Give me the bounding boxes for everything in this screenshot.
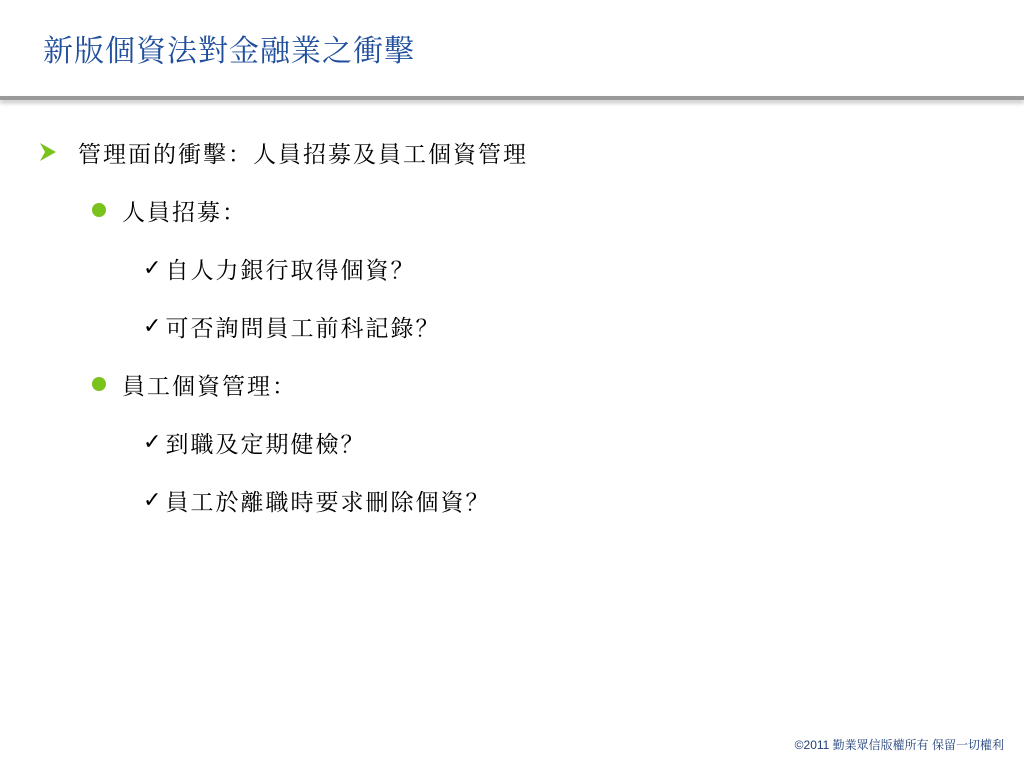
bullet-recruit: [92, 194, 247, 226]
bullet-recruit-text: 人員招募：: [122, 199, 247, 226]
green-dot-icon: [92, 377, 106, 391]
bullet-level1-text: 管理面的衝擊：人員招募及員工個資管理: [78, 141, 528, 168]
sub-bullet: [143, 426, 365, 458]
bullet-staff: [92, 368, 297, 400]
sub-bullet-text: 員工於離職時要求刪除個資？: [165, 489, 491, 516]
checkmark-icon: ✓: [143, 487, 162, 513]
sub-bullet: [143, 252, 415, 284]
arrow-bullet-icon: [40, 141, 56, 163]
green-dot-icon: [92, 203, 106, 217]
checkmark-icon: ✓: [143, 313, 162, 339]
bullet-level1: [40, 136, 528, 168]
sub-bullet-text: 到職及定期健檢？: [165, 431, 366, 458]
copyright-footer: ©2011 勤業眾信版權所有 保留一切權利: [794, 738, 1004, 752]
sub-bullet: [143, 310, 440, 342]
sub-bullet-text: 自人力銀行取得個資？: [165, 257, 416, 284]
sub-bullet: [143, 484, 490, 516]
checkmark-icon: ✓: [143, 429, 162, 455]
checkmark-icon: ✓: [143, 255, 162, 281]
sub-bullet-text: 可否詢問員工前科記錄？: [165, 315, 441, 342]
slide-title: 新版個資法對金融業之衝擊: [43, 34, 415, 69]
bullet-staff-text: 員工個資管理：: [122, 373, 297, 400]
